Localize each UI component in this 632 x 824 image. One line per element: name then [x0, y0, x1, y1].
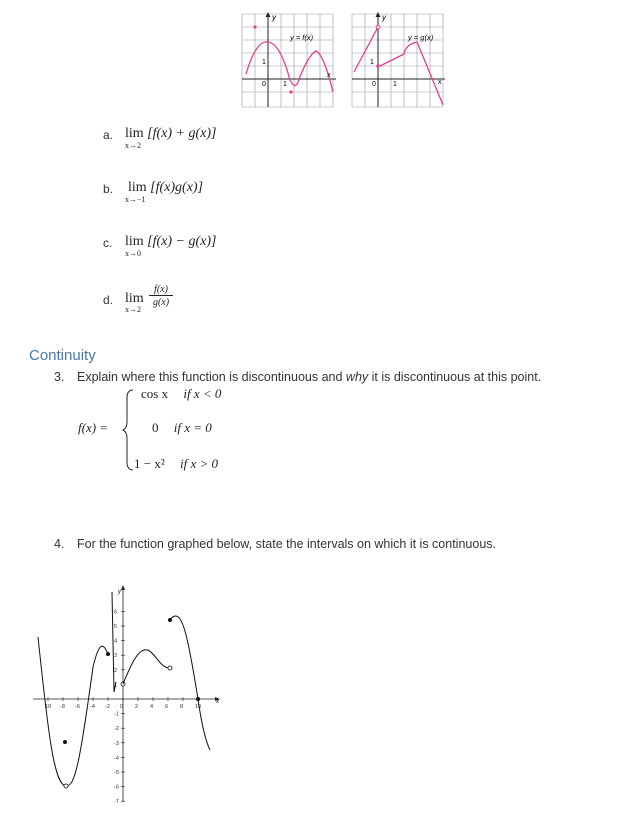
lim-expr: [f(x) + g(x)]: [147, 126, 217, 141]
case-condition: if x > 0: [179, 456, 219, 471]
case-expr: 0: [152, 420, 159, 435]
lim-sub: x→−1: [125, 195, 146, 204]
curve-segment-1: [38, 637, 108, 786]
case-expr: cos x: [141, 386, 169, 401]
x-label-g: x: [438, 79, 442, 86]
point-g: [376, 64, 380, 68]
origin-f: 0: [262, 81, 266, 88]
curve-g-right: [380, 42, 443, 105]
lim-expr: [f(x) − g(x)]: [147, 234, 217, 249]
y-tick-label: 1: [114, 682, 118, 689]
x-tick-label: -4: [90, 704, 95, 710]
y-tick-label: 6: [114, 609, 118, 616]
item-d-letter: d.: [103, 293, 114, 307]
x-label-f: x: [327, 72, 331, 79]
point-f: [289, 90, 292, 93]
closed-point: [106, 652, 110, 656]
case-2: [152, 420, 212, 436]
case-condition: if x < 0: [183, 386, 222, 401]
y-tick-label: -2: [114, 726, 119, 733]
y-tick-label: 3: [114, 653, 118, 660]
question-4-text: For the function graphed below, state the intervals on which it is continuous.: [77, 537, 496, 551]
piecewise-fx: f(x) =: [78, 420, 109, 435]
lim-word: lim: [125, 126, 144, 141]
isolated-point: [63, 740, 67, 744]
lim-sub: x→0: [125, 249, 141, 258]
y-tick-label: -6: [114, 784, 119, 791]
tick-y-g: 1: [370, 59, 374, 66]
item-b-lim: [125, 180, 204, 204]
point-f: [253, 25, 256, 28]
lim-word: lim: [128, 180, 147, 195]
item-a-letter: a.: [103, 128, 114, 142]
tick-y-f: 1: [262, 59, 266, 66]
y-tick-label: -4: [114, 755, 119, 762]
graph-f: [238, 10, 340, 110]
y-arrow-f: [266, 12, 271, 17]
lim-sub: x→2: [125, 305, 141, 314]
case-1: [141, 386, 221, 402]
grid-g: [352, 14, 443, 107]
open-point: [64, 784, 68, 788]
fraction-denominator: g(x): [152, 297, 170, 308]
x-tick-label: 8: [180, 704, 184, 710]
item-c-letter: c.: [103, 236, 113, 250]
y-tick-label: 2: [114, 667, 118, 674]
q3-emphasis: why: [345, 370, 369, 384]
question-3-number: 3.: [54, 370, 65, 384]
x-tick-label: 4: [150, 704, 154, 710]
y-label-g: y: [382, 13, 386, 22]
question-4-number: 4.: [54, 537, 65, 551]
curve-g-left: [354, 27, 378, 72]
y-tick-label: -3: [114, 740, 119, 747]
curve-segment-4: [170, 616, 210, 750]
section-heading: Continuity: [29, 347, 96, 364]
y-axis-label: y: [118, 589, 121, 595]
lim-expr: [f(x)g(x)]: [150, 180, 204, 195]
x-tick-label: -2: [105, 704, 110, 710]
open-point-g: [376, 25, 380, 29]
x-tick-label: -6: [75, 704, 80, 710]
q3-text-part: it is discontinuous at this point.: [368, 370, 542, 384]
curve-segment-3: [123, 650, 170, 684]
y-arrow-g: [376, 12, 381, 17]
y-tick-label: -7: [114, 799, 119, 806]
x-tick-label: 10: [45, 704, 52, 710]
x-tick-label: 6: [165, 704, 169, 710]
case-expr: 1 − x²: [134, 456, 165, 471]
y-arrow: [121, 585, 125, 590]
origin-g: 0: [372, 81, 376, 88]
closed-point: [196, 697, 200, 701]
item-c-lim: [125, 234, 217, 258]
q3-text-part: Explain where this function is discontinuous and: [77, 370, 346, 384]
case-3: [134, 456, 218, 472]
case-condition: if x = 0: [173, 420, 212, 435]
item-d-lim: [125, 284, 195, 318]
y-tick-label: 5: [114, 624, 118, 630]
x-axis-label: x: [216, 699, 219, 705]
y-tick-label: 4: [114, 638, 118, 645]
question-3-text: [77, 370, 541, 384]
gx-label: y = g(x): [408, 33, 434, 42]
y-tick-label: -1: [114, 711, 119, 718]
lim-sub: x→2: [125, 141, 141, 150]
x-tick-label: 2: [135, 704, 139, 710]
fraction-numerator: f(x): [149, 284, 173, 296]
continuity-graph: [30, 582, 230, 808]
item-a-lim: [125, 126, 217, 150]
x-tick-label: 0: [120, 704, 124, 710]
y-tick-label: -5: [114, 770, 119, 776]
lim-word: lim: [125, 234, 144, 249]
fx-label: y = f(x): [290, 33, 314, 42]
tick-x-f: 1: [283, 81, 287, 88]
x-tick-label: 10: [195, 704, 202, 710]
x-tick-label: -8: [60, 704, 65, 710]
y-label-f: y: [272, 13, 276, 22]
tick-x-g: 1: [393, 81, 397, 88]
graph-g: [348, 10, 448, 110]
item-b-letter: b.: [103, 182, 114, 196]
lim-word: lim: [125, 291, 144, 306]
open-point: [168, 666, 172, 670]
